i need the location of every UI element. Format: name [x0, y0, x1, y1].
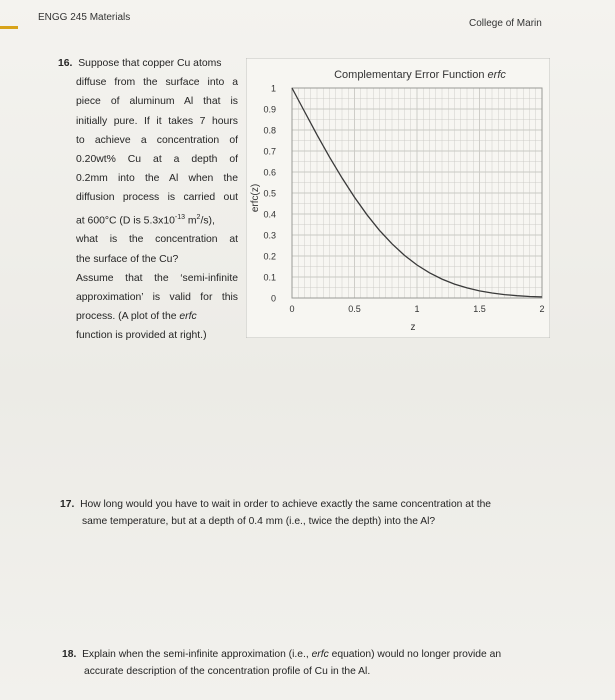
- q18-line-2: accurate description of the concentration profile of Cu in the Al.: [84, 666, 371, 677]
- q17-line-2: same temperature, but at a depth of 0.4 mm (i.e., twice the depth) into the Al?: [82, 516, 436, 527]
- q16-line-15: function is provided at right.): [76, 330, 207, 342]
- y-tick-label: 0.5: [263, 188, 276, 199]
- q16-line-1: 16. Suppose that copper Cu atoms: [58, 58, 222, 69]
- q18-number: 18.: [62, 649, 77, 660]
- y-tick-label: 0.6: [263, 167, 276, 178]
- erfc-chart-svg: [246, 58, 550, 338]
- x-tick-label: 1.5: [473, 304, 486, 314]
- q16-line-12: Assume that the ‘semi-infinite: [76, 272, 238, 284]
- x-axis-label: z: [410, 322, 416, 333]
- q16-number: 16.: [58, 58, 73, 69]
- y-tick-label: 0.2: [263, 251, 276, 262]
- y-tick-label: 0.4: [263, 209, 276, 220]
- q16-line-3: piece of aluminum Al that is: [76, 96, 238, 108]
- question-16: [58, 54, 238, 346]
- q16-line-7: 0.2mm into the Al when the: [76, 173, 238, 185]
- question-17: [60, 496, 580, 530]
- x-tick-label: 1: [414, 304, 420, 314]
- y-tick-label: 1: [270, 83, 276, 94]
- q17-number: 17.: [60, 499, 75, 510]
- x-tick-label: 2: [539, 304, 545, 314]
- y-axis-label: erfc(z): [250, 183, 261, 213]
- y-tick-label: 0.3: [263, 230, 276, 241]
- q16-line-4: initially pure. If it takes 7 hours: [76, 115, 238, 127]
- y-tick-label: 0.1: [263, 272, 276, 283]
- q16-line-2: diffuse from the surface into a: [76, 77, 238, 89]
- y-tick-label: 0.7: [263, 146, 276, 157]
- y-tick-label: 0.9: [263, 104, 276, 115]
- erfc-chart: [246, 58, 550, 338]
- question-18: [62, 646, 582, 680]
- q18-line-1: 18. Explain when the semi-infinite approximation (i.e., erfc equation) would no longer provide an: [62, 649, 502, 660]
- q16-line-6: 0.20wt% Cu at a depth of: [76, 154, 238, 166]
- q16-line-10: what is the concentration at: [76, 234, 238, 246]
- q16-line-14: process. (A plot of the erfc: [76, 311, 197, 323]
- x-tick-label: 0.5: [348, 304, 361, 314]
- y-tick-label: 0.8: [263, 125, 276, 136]
- course-title: ENGG 245 Materials: [38, 12, 131, 23]
- highlight-mark: [0, 26, 18, 29]
- q16-line-9: at 600°C (D is $5.3x10^{-13}$ $m^2/s$),: [76, 213, 215, 227]
- y-tick-label: 0: [270, 293, 276, 304]
- q16-line-11: the surface of the Cu?: [76, 253, 179, 265]
- q17-line-1: 17. How long would you have to wait in order to achieve exactly the same concentration at the: [60, 499, 492, 510]
- q16-line-8: diffusion process is carried out: [76, 192, 238, 204]
- chart-title: Complementary Error Function erfc: [334, 69, 506, 81]
- q16-line-13: approximation’ is valid for this: [76, 291, 238, 303]
- q16-line-5: to achieve a concentration of: [76, 134, 238, 146]
- x-tick-label: 0: [289, 304, 295, 314]
- college-name: College of Marin: [469, 18, 542, 29]
- chart-grid: [292, 88, 542, 298]
